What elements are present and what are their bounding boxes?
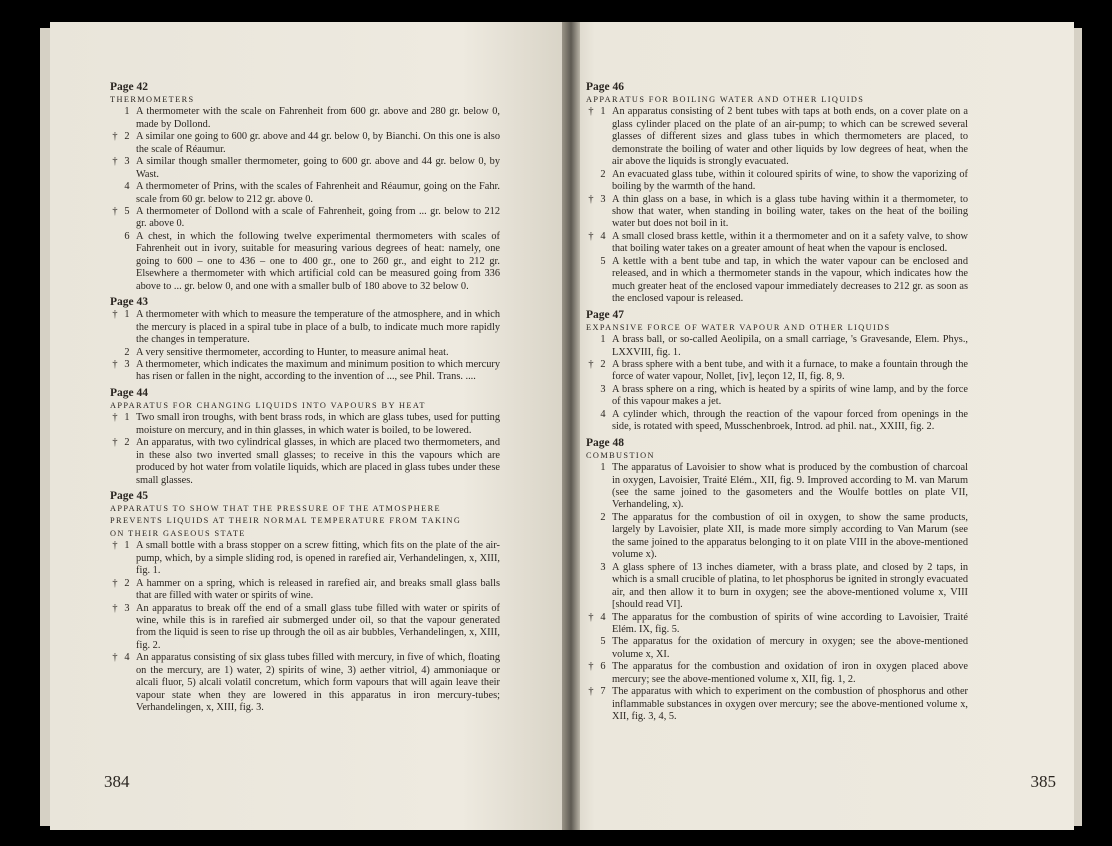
catalogue-entry <box>586 106 968 168</box>
entry-text: A brass ball, or so-called Aeolipila, on a small carriage, 's Gravesande, Elem. Phys., LXXVIII, fig. 1. <box>612 334 968 358</box>
dagger-mark: † <box>588 230 594 242</box>
entry-number: 6 <box>600 661 606 673</box>
dagger-mark: † <box>112 309 118 321</box>
entry-number: 1 <box>600 462 606 474</box>
page-reference-heading: Page 43 <box>110 296 149 309</box>
catalogue-entry <box>110 347 500 359</box>
entry-number: 2 <box>600 358 606 370</box>
entry-text: The apparatus of Lavoisier to show what is produced by the combustion of charcoal in oxygen, Lavoisier, Traité Elém., XII, fig. 9. Improved according to M. van Marum (see the same joined to the gasometers and the Woulfe bottles on plate VII, Verhandeling, x). <box>612 462 968 511</box>
entry-number: 1 <box>124 106 130 118</box>
right-page-text <box>586 78 968 724</box>
catalogue-entry <box>110 156 500 181</box>
dagger-mark: † <box>112 652 118 664</box>
entry-number: 6 <box>124 230 130 242</box>
dagger-mark: † <box>112 131 118 143</box>
left-page-text <box>110 78 500 715</box>
catalogue-entry <box>110 131 500 156</box>
entry-number: 4 <box>600 408 606 420</box>
dagger-mark: † <box>112 602 118 614</box>
entry-text: A thermometer of Prins, with the scales of Fahrenheit and Réaumur, going on the Fahr. scale from 60 gr. below to 212 gr. above 0. <box>136 181 500 205</box>
section-heading: APPARATUS FOR BOILING WATER AND OTHER LIQUIDS <box>586 95 865 104</box>
entry-text: A very sensitive thermometer, according to Hunter, to measure animal heat. <box>136 346 449 358</box>
section-heading: PREVENTS LIQUIDS AT THEIR NORMAL TEMPERATURE FROM TAKING <box>110 516 462 526</box>
entry-number: 3 <box>600 561 606 573</box>
entry-number: 1 <box>600 334 606 346</box>
dagger-mark: † <box>112 206 118 218</box>
entry-text: The apparatus for the combustion of spirits of wine according to Lavoisier, Traité Elém. IX, fig. 5. <box>612 611 968 635</box>
catalogue-entry <box>586 256 968 306</box>
catalogue-entry <box>110 309 500 346</box>
catalogue-entry <box>110 359 500 384</box>
entry-text: A similar though smaller thermometer, going to 600 gr. above and 44 gr. below 0, by Wast. <box>136 156 500 180</box>
entry-text: A thermometer of Dollond with a scale of Fahrenheit, going from ... gr. below to 212 gr. above 0. <box>136 206 500 230</box>
catalogue-entry <box>110 106 500 131</box>
section-heading: APPARATUS FOR CHANGING LIQUIDS INTO VAPOURS BY HEAT <box>110 400 426 410</box>
catalogue-entry <box>586 512 968 562</box>
section-heading: COMBUSTION <box>586 450 655 460</box>
book-gutter <box>562 22 580 830</box>
entry-text: A thermometer with which to measure the temperature of the atmosphere, and in which the mercury is placed in a spiral tube in place of a bulb, to indicate much more rapidly the changes in temperature. <box>136 309 500 346</box>
entry-number: 1 <box>124 412 130 424</box>
entry-number: 4 <box>600 611 606 623</box>
entry-text: A hammer on a spring, which is released in rarefied air, and breaks small glass balls that are filled with water or spirits of wine. <box>136 577 500 602</box>
entry-number: 2 <box>124 131 130 143</box>
catalogue-entry <box>110 603 500 653</box>
dagger-mark: † <box>588 661 594 673</box>
entry-text: The apparatus for the oxidation of mercury in oxygen; see the above-mentioned volume x, XI. <box>612 636 968 660</box>
section-heading: APPARATUS TO SHOW THAT THE PRESSURE OF THE ATMOSPHERE <box>110 504 442 514</box>
section-heading: EXPANSIVE FORCE OF WATER VAPOUR AND OTHER LIQUIDS <box>586 322 891 332</box>
catalogue-entry <box>110 231 500 293</box>
entry-text: A brass sphere on a ring, which is heated by a spirits of wine lamp, and by the force of this vapour makes a jet. <box>612 383 968 408</box>
catalogue-entry <box>586 334 968 359</box>
left-folio: 384 <box>104 772 130 791</box>
dagger-mark: † <box>112 577 118 589</box>
entry-number: 2 <box>124 577 130 589</box>
entry-text: A small bottle with a brass stopper on a screw fitting, which fits on the plate of the air-pump, which, by a simple sliding rod, is opened in rarefied air, Verhandelingen, x, XIII, fig. 1. <box>136 540 500 577</box>
catalogue-entry <box>110 652 500 714</box>
page-reference-heading: Page 45 <box>110 490 149 503</box>
entry-text: A brass sphere with a bent tube, and with it a furnace, to make a fountain through the force of water vapour, Nollet, [iv], leçon 12, II, fig. 8, 9. <box>612 358 968 383</box>
entry-text: A thermometer, which indicates the maximum and minimum position to which mercury has risen or fallen in the night, according to the invention of ..., see Phil. Trans. .... <box>136 359 500 383</box>
catalogue-entry <box>586 462 968 512</box>
entry-number: 3 <box>600 193 606 205</box>
entry-text: An apparatus consisting of 2 bent tubes with taps at both ends, on a cover plate on a glass cylinder placed on the plate of an air-pump; to which can be screwed several glasses of different sizes and glass tubes in which thermometers are placed, to demonstrate the boiling of water and other liquids by low degrees of heat, when the air above the liquids is strongly evacuated. <box>612 106 968 168</box>
right-folio: 385 <box>1030 772 1056 791</box>
entry-number: 5 <box>600 255 606 267</box>
entry-text: A thin glass on a base, in which is a glass tube having within it a thermometer, to show that water, when standing in boiling water, takes on the heat of the boiling water but does not boil in it. <box>612 193 968 230</box>
entry-number: 4 <box>124 181 130 193</box>
entry-number: 3 <box>124 602 130 614</box>
dagger-mark: † <box>112 540 118 552</box>
entry-number: 4 <box>600 230 606 242</box>
section-heading: THERMOMETERS <box>110 95 195 104</box>
catalogue-entry <box>586 231 968 256</box>
catalogue-entry <box>110 181 500 206</box>
catalogue-entry <box>586 409 968 434</box>
entry-number: 2 <box>600 168 606 180</box>
catalogue-entry <box>586 636 968 661</box>
entry-text: An apparatus consisting of six glass tubes filled with mercury, in five of which, floating on the mercury, are 1) water, 2) spirits of wine, 3) aether vitriol, 4) ammoniaque or alcali fluor, 5) alcali volatil concretum, which form vapours that will again leave their vapour state when they are lowered in this apparatus in iron mercury-tubes; Verhandelingen, x, XIII, fig. 3. <box>136 652 500 714</box>
entry-number: 3 <box>600 383 606 395</box>
dagger-mark: † <box>588 106 594 118</box>
entry-text: A small closed brass kettle, within it a thermometer and on it a safety valve, to show that boiling water takes on a greater amount of heat when the vapour is enclosed. <box>612 230 968 255</box>
catalogue-entry <box>110 540 500 577</box>
page-reference-heading: Page 44 <box>110 386 149 399</box>
catalogue-entry <box>586 169 968 194</box>
dagger-mark: † <box>588 193 594 205</box>
dagger-mark: † <box>112 412 118 424</box>
entry-number: 2 <box>124 346 130 358</box>
dagger-mark: † <box>588 686 594 698</box>
dagger-mark: † <box>112 437 118 449</box>
entry-text: The apparatus for the combustion and oxidation of iron in oxygen placed above mercury; see the above-mentioned volume x, XII, fig. 1, 2. <box>612 661 968 685</box>
entry-number: 1 <box>600 106 606 118</box>
page-reference-heading: Page 42 <box>110 81 149 93</box>
catalogue-entry <box>586 359 968 384</box>
page-reference-heading: Page 47 <box>586 308 625 321</box>
section-heading: ON THEIR GASEOUS STATE <box>110 528 246 538</box>
entry-text: The apparatus for the combustion of oil in oxygen, to show the same products, largely by Lavoisier, plate XII, is made more simply according to Van Marum (see the same joined to the apparatus belonging to it on plate VIII in the above-mentioned volume x). <box>612 511 968 561</box>
entry-number: 3 <box>124 156 130 168</box>
entry-text: An evacuated glass tube, within it coloured spirits of wine, to show the vaporizing of boiling by the warmth of the hand. <box>612 168 968 193</box>
entry-text: An apparatus, with two cylindrical glasses, in which are placed two thermometers, and in these also two inverted small glasses; to receive in this the vapours which are produced by hot water from volatile liquids, which are placed in glass tubes under these small glasses. <box>136 437 500 486</box>
entry-text: A similar one going to 600 gr. above and 44 gr. below 0, by Bianchi. On this one is also the scale of Réaumur. <box>136 131 500 155</box>
entry-number: 7 <box>600 686 606 698</box>
page-reference-heading: Page 48 <box>586 436 625 449</box>
entry-number: 1 <box>124 540 130 552</box>
entry-number: 1 <box>124 309 130 321</box>
catalogue-entry <box>110 412 500 437</box>
entry-number: 5 <box>124 206 130 218</box>
catalogue-entry <box>110 437 500 487</box>
entry-text: An apparatus to break off the end of a small glass tube filled with water or spirits of wine, while this is in rarefied air submerged under oil, so that the vapour generated from the liquid is seen to rise up through the oil as air bubbles, Verhandelingen, x, XIII, fig. 2. <box>136 602 500 651</box>
dagger-mark: † <box>588 611 594 623</box>
entry-text: A glass sphere of 13 inches diameter, with a brass plate, and closed by 2 taps, in which is a small crucible of platina, to let phosphorus be ignited in strongly evacuated air, and then allow it to burn in oxygen; see the above-mentioned volume x, VIII [should read VI]. <box>612 561 968 611</box>
dagger-mark: † <box>588 358 594 370</box>
entry-number: 2 <box>124 437 130 449</box>
entry-text: A kettle with a bent tube and tap, in which the water vapour can be enclosed and released, and in which a thermometer stands in the vapour, which indicates how the much greater heat of the enclosed vapour immediately decreases to 212 gr. as soon as the enclosed vapour is released. <box>612 255 968 305</box>
right-page <box>564 22 1074 830</box>
entry-number: 3 <box>124 359 130 371</box>
dagger-mark: † <box>112 359 118 371</box>
entry-text: A thermometer with the scale on Fahrenheit from 600 gr. above and 280 gr. below 0, made by Dollond. <box>136 106 500 130</box>
entry-number: 5 <box>600 636 606 648</box>
catalogue-entry <box>586 612 968 637</box>
entry-text: The apparatus with which to experiment on the combustion of phosphorus and other inflammable substances in oxygen over mercury; see the above-mentioned volume x, XII, fig. 3, 4, 5. <box>612 686 968 723</box>
entry-number: 4 <box>124 652 130 664</box>
catalogue-entry <box>586 384 968 409</box>
entry-text: A cylinder which, through the reaction of the vapour forced from openings in the side, is rotated with speed, Musschenbroek, Introd. ad phil. nat., XXIII, fig. 2. <box>612 408 968 433</box>
catalogue-entry <box>586 562 968 612</box>
entry-text: A chest, in which the following twelve experimental thermometers with scales of Fahrenheit out in ivory, suitable for measuring various degrees of heat: namely, one going to 600 – one to 436 – one to 400 gr., one to 260 gr., and eight to 212 gr. Elsewhere a thermometer with which artificial cold can be measured going from 336 above to ... gr. below 0, and one with a smaller bulb of 180 above to 32 below 0. <box>136 230 500 292</box>
catalogue-entry <box>586 194 968 231</box>
catalogue-entry <box>110 578 500 603</box>
catalogue-entry <box>586 661 968 686</box>
left-page <box>50 22 564 830</box>
entry-text: Two small iron troughs, with bent brass rods, in which are glass tubes, used for putting moisture on mercury, and in thin glasses, in which water is boiled, to be lowered. <box>136 412 500 436</box>
dagger-mark: † <box>112 156 118 168</box>
page-reference-heading: Page 46 <box>586 81 625 93</box>
entry-number: 2 <box>600 511 606 523</box>
catalogue-entry <box>586 686 968 723</box>
catalogue-entry <box>110 206 500 231</box>
